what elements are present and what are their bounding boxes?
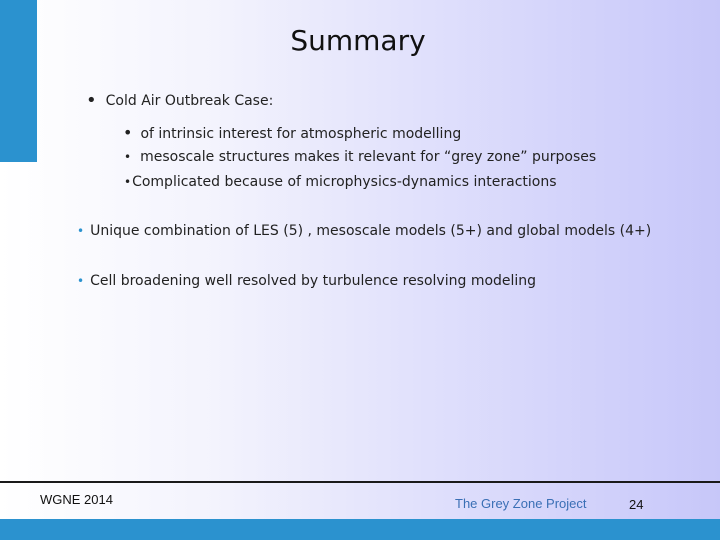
- bottom-accent-bar: [0, 519, 720, 540]
- sub-bullet-3: [124, 174, 557, 190]
- bullet-dot-icon: •: [124, 150, 132, 164]
- sub-bullet-text: mesoscale structures makes it relevant for “grey zone” purposes: [140, 149, 597, 165]
- bullet-dot-icon: •: [124, 175, 132, 189]
- sub-bullet-2: [124, 149, 596, 165]
- point-text: Cell broadening well resolved by turbulence resolving modeling: [90, 273, 537, 289]
- bullet-dot-icon: •: [77, 274, 85, 288]
- bullet-dot-icon: •: [123, 123, 133, 142]
- footer-project-name: The Grey Zone Project: [455, 496, 587, 511]
- bullet-text: Cold Air Outbreak Case:: [105, 93, 274, 109]
- bullet-dot-icon: •: [86, 90, 97, 111]
- point-text: Unique combination of LES (5) , mesoscale models (5+) and global models (4+): [90, 223, 652, 239]
- point-cell-broadening: [77, 273, 536, 289]
- slide-title: Summary: [290, 24, 426, 57]
- sub-bullet-1: [123, 123, 461, 142]
- footer-divider: [0, 481, 720, 483]
- bullet-dot-icon: •: [77, 224, 85, 238]
- point-unique-combination: [77, 223, 651, 239]
- sub-bullet-text: Complicated because of microphysics-dynamics interactions: [132, 174, 557, 190]
- page-number: 24: [629, 497, 644, 512]
- bullet-cold-air-outbreak: [86, 90, 273, 111]
- sub-bullet-text: of intrinsic interest for atmospheric modelling: [140, 126, 462, 142]
- footer-event: WGNE 2014: [40, 492, 113, 507]
